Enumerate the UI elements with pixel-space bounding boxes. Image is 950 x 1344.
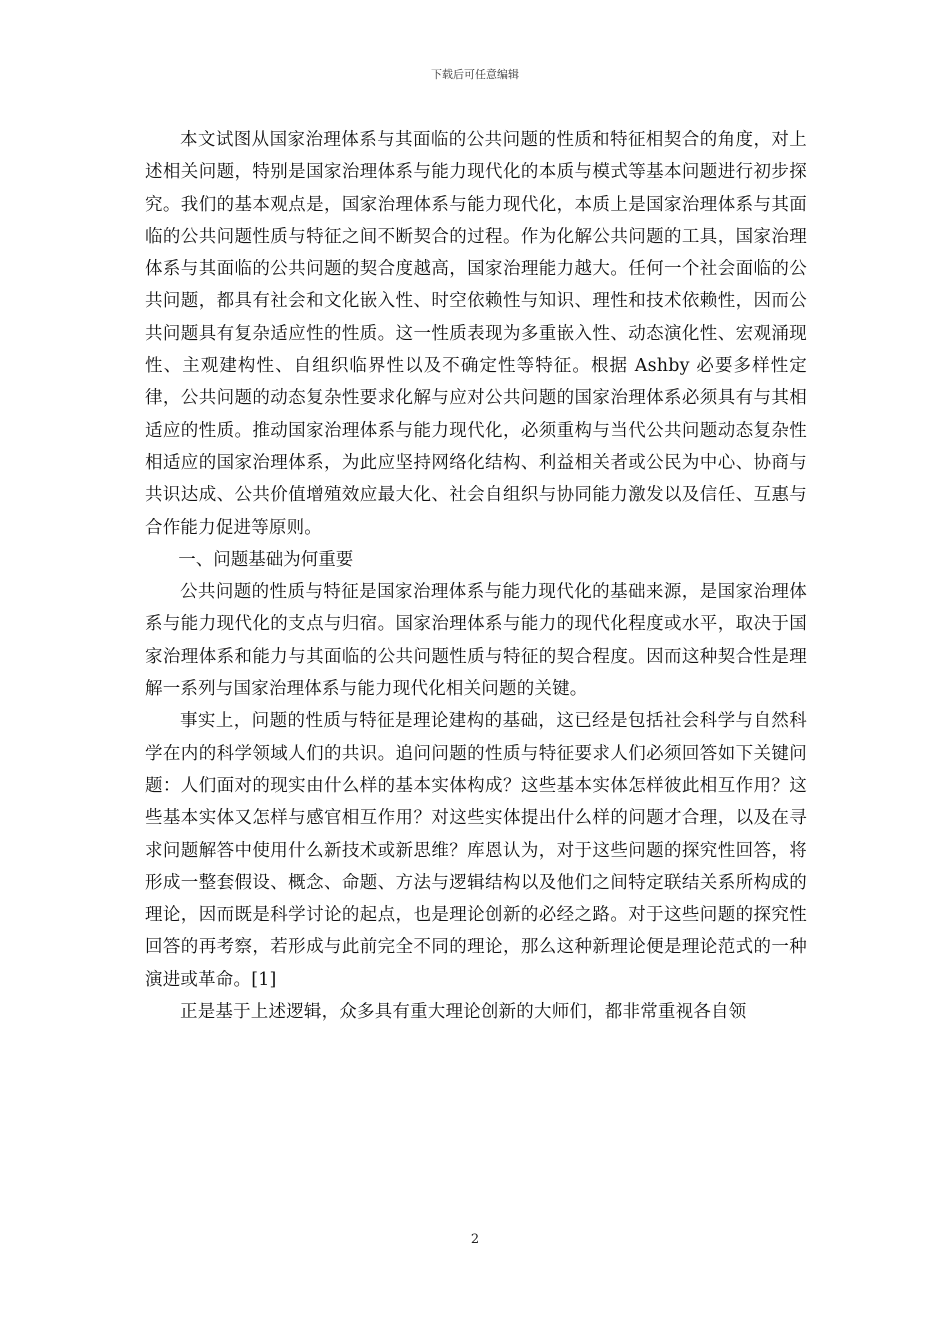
- document-body: [145, 124, 807, 1028]
- page-header: 下载后可任意编辑: [431, 68, 519, 81]
- paragraph-masters: 正是基于上述逻辑，众多具有重大理论创新的大师们，都非常重视各自领: [180, 1002, 747, 1023]
- paragraph-theory-construction: 事实上，问题的性质与特征是理论建构的基础，这已经是包括社会科学与自然科学在内的科学领域人们的共识。追问问题的性质与特征要求人们必须回答如下关键问题：人们面对的现实由什么样的基本实体构成？这些基本实体怎样彼此相互作用？这些基本实体又怎样与感官相互作用？对这些实体提出什么样的问题才合理，以及在寻求问题解答中使用什么新技术或新思维？库恩认为，对于这些问题的探究性回答，将形成一整套假设、概念、命题、方法与逻辑结构以及他们之间特定联结关系所构成的理论，因而既是科学讨论的起点，也是理论创新的必经之路。对于这些问题的探究性回答的再考察，若形成与此前完全不同的理论，那么这种新理论便是理论范式的一种演进或革命。[1]: [145, 711, 807, 990]
- section-heading: 一、问题基础为何重要: [178, 549, 354, 570]
- paragraph-problem-basis: 公共问题的性质与特征是国家治理体系与能力现代化的基础来源，是国家治理体系与能力现代化的支点与归宿。国家治理体系与能力的现代化程度或水平，取决于国家治理体系和能力与其面临的公共问题性质与特征的契合程度。因而这种契合性是理解一系列与国家治理体系与能力现代化相关问题的关键。: [145, 582, 807, 700]
- paragraph-intro: 本文试图从国家治理体系与其面临的公共问题的性质和特征相契合的角度，对上述相关问题，特别是国家治理体系与能力现代化的本质与模式等基本问题进行初步探究。我们的基本观点是，国家治理体系与能力现代化，本质上是国家治理体系与其面临的公共问题性质与特征之间不断契合的过程。作为化解公共问题的工具，国家治理体系与其面临的公共问题的契合度越高，国家治理能力越大。任何一个社会面临的公共问题，都具有社会和文化嵌入性、时空依赖性与知识、理性和技术依赖性，因而公共问题具有复杂适应性的性质。这一性质表现为多重嵌入性、动态演化性、宏观涌现性、主观建构性、自组织临界性以及不确定性等特征。根据 Ashby 必要多样性定律，公共问题的动态复杂性要求化解与应对公共问题的国家治理体系必须具有与其相适应的性质。推动国家治理体系与能力现代化，必须重构与当代公共问题动态复杂性相适应的国家治理体系，为此应坚持网络化结构、利益相关者或公民为中心、协商与共识达成、公共价值增殖效应最大化、社会自组织与协同能力激发以及信任、互惠与合作能力促进等原则。: [145, 130, 807, 538]
- page-number: 2: [470, 1232, 480, 1247]
